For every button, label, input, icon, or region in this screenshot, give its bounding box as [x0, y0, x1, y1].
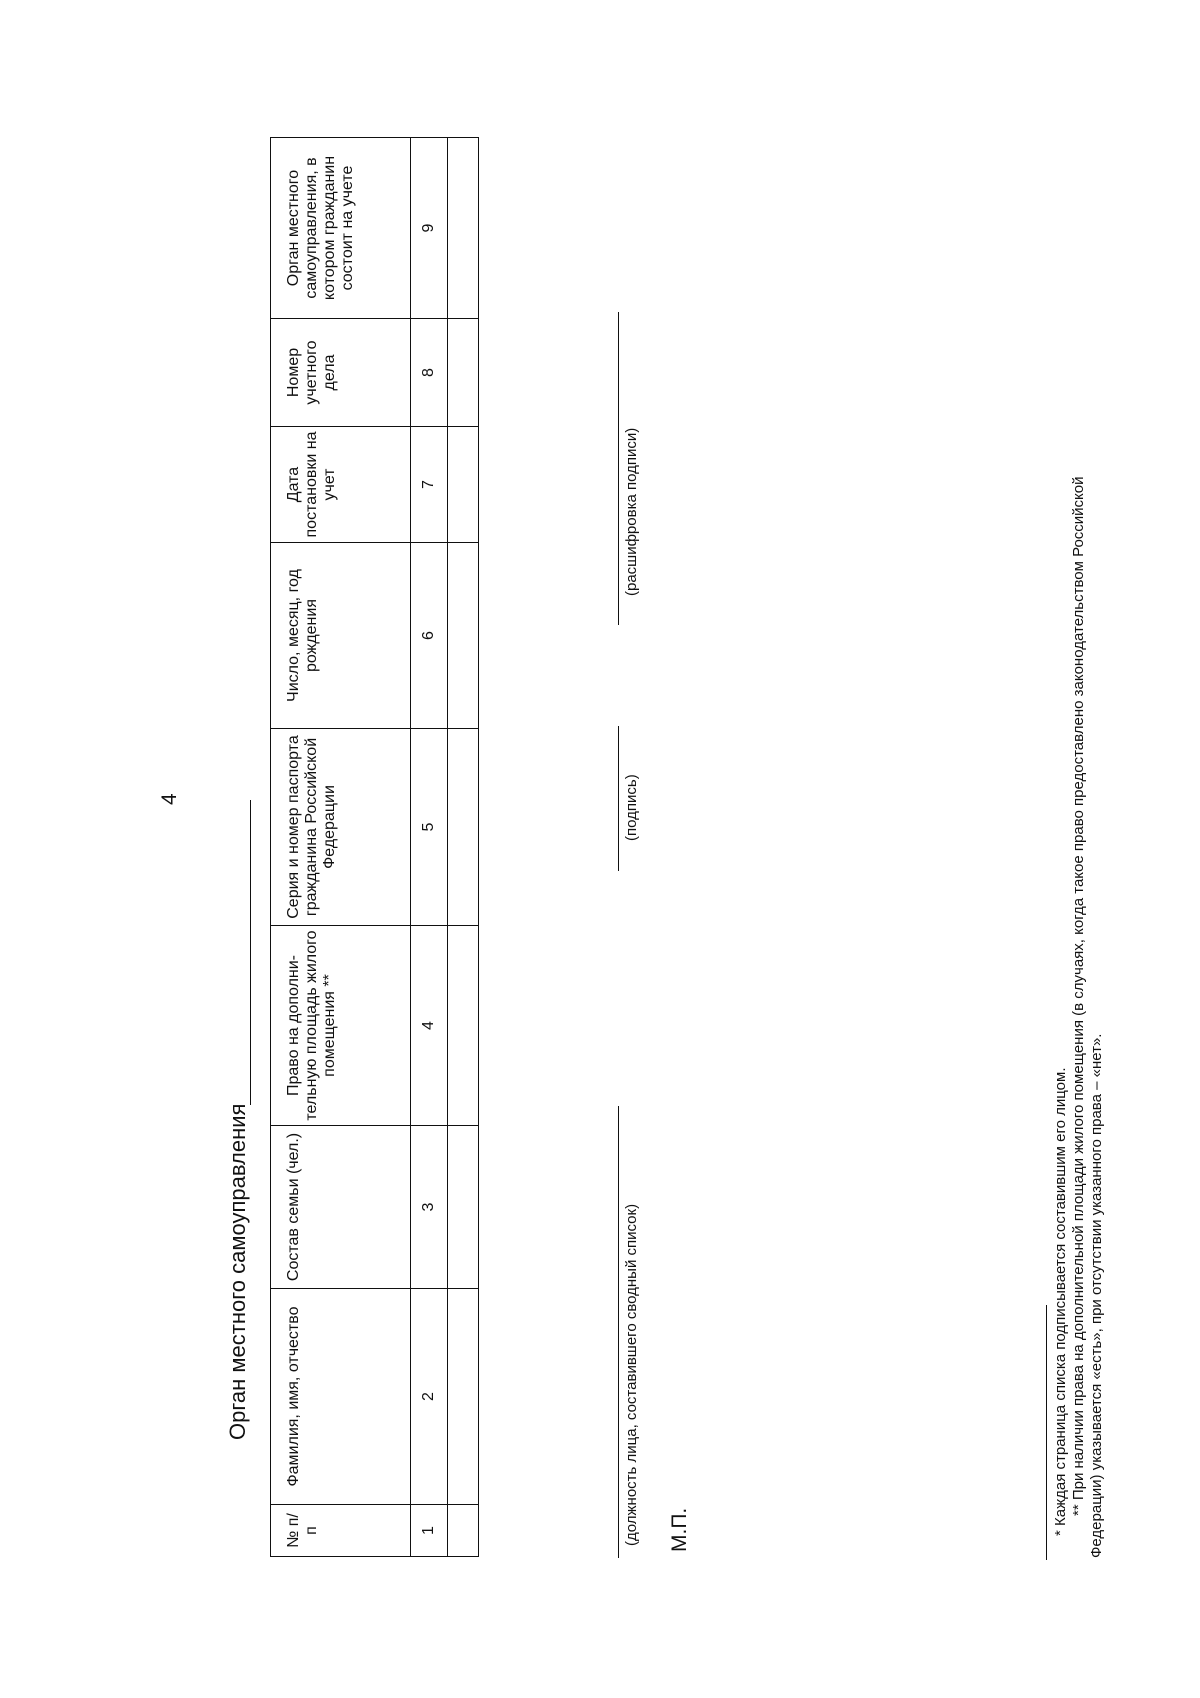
signature-line — [618, 726, 619, 871]
footnote-2: ** При наличии права на дополнительной площади жилого помещения (в случаях, когда такое право предоставлено законодательством Российской — [1070, 476, 1087, 1516]
position-line — [618, 1106, 619, 1558]
org-fill-line — [250, 800, 251, 1105]
stamp-label: М.П. — [668, 1507, 691, 1552]
table-cell — [448, 1505, 479, 1557]
column-number: 3 — [411, 1126, 448, 1289]
header-cell-case-number: Номер учетного дела — [271, 319, 411, 427]
table-cell — [448, 543, 479, 729]
column-number: 2 — [411, 1289, 448, 1505]
table-row — [448, 138, 479, 1557]
header-cell-passport: Серия и номер паспорта гражданина Российской Федерации — [271, 729, 411, 926]
header-cell-number: № п/п — [271, 1505, 411, 1557]
header-cell-additional-area-right: Право на дополни-тельную площадь жилого помещения ** — [271, 926, 411, 1126]
table-cell — [448, 729, 479, 926]
table-cell — [448, 427, 479, 543]
table-cell — [448, 926, 479, 1126]
column-number: 5 — [411, 729, 448, 926]
summary-table — [270, 137, 479, 1557]
position-caption: (должность лица, составившего сводный список) — [623, 1203, 640, 1546]
table-cell — [448, 1126, 479, 1289]
table-number-row — [411, 138, 448, 1557]
signature-caption: (подпись) — [623, 774, 640, 841]
column-number: 9 — [411, 138, 448, 319]
transcript-caption: (расшифровка подписи) — [623, 427, 640, 596]
footnote-rule — [1046, 1305, 1047, 1560]
header-cell-registering-authority: Орган местного самоуправления, в котором гражданин состоит на учете — [271, 138, 411, 319]
header-cell-full-name: Фамилия, имя, отчество — [271, 1289, 411, 1505]
header-cell-registration-date: Дата постановки на учет — [271, 427, 411, 543]
header-cell-family-size: Состав семьи (чел.) — [271, 1126, 411, 1289]
page-number: 4 — [158, 793, 181, 805]
table-cell — [448, 1289, 479, 1505]
transcript-line — [618, 312, 619, 625]
column-number: 8 — [411, 319, 448, 427]
header-cell-birth-date: Число, месяц, год рождения — [271, 543, 411, 729]
footnote-1: * Каждая страница списка подписывается составившим его лицом. — [1052, 1067, 1069, 1536]
table-header-row — [271, 138, 411, 1557]
column-number: 6 — [411, 543, 448, 729]
column-number: 7 — [411, 427, 448, 543]
org-label: Орган местного самоуправления — [225, 1103, 250, 1440]
footnotes — [1052, 58, 1106, 1558]
table-cell — [448, 319, 479, 427]
table-cell — [448, 138, 479, 319]
column-number: 4 — [411, 926, 448, 1126]
footnote-2-continued: Федерации) указывается «есть», при отсутствии указанного права – «нет». — [1088, 1033, 1105, 1558]
column-number: 1 — [411, 1505, 448, 1557]
